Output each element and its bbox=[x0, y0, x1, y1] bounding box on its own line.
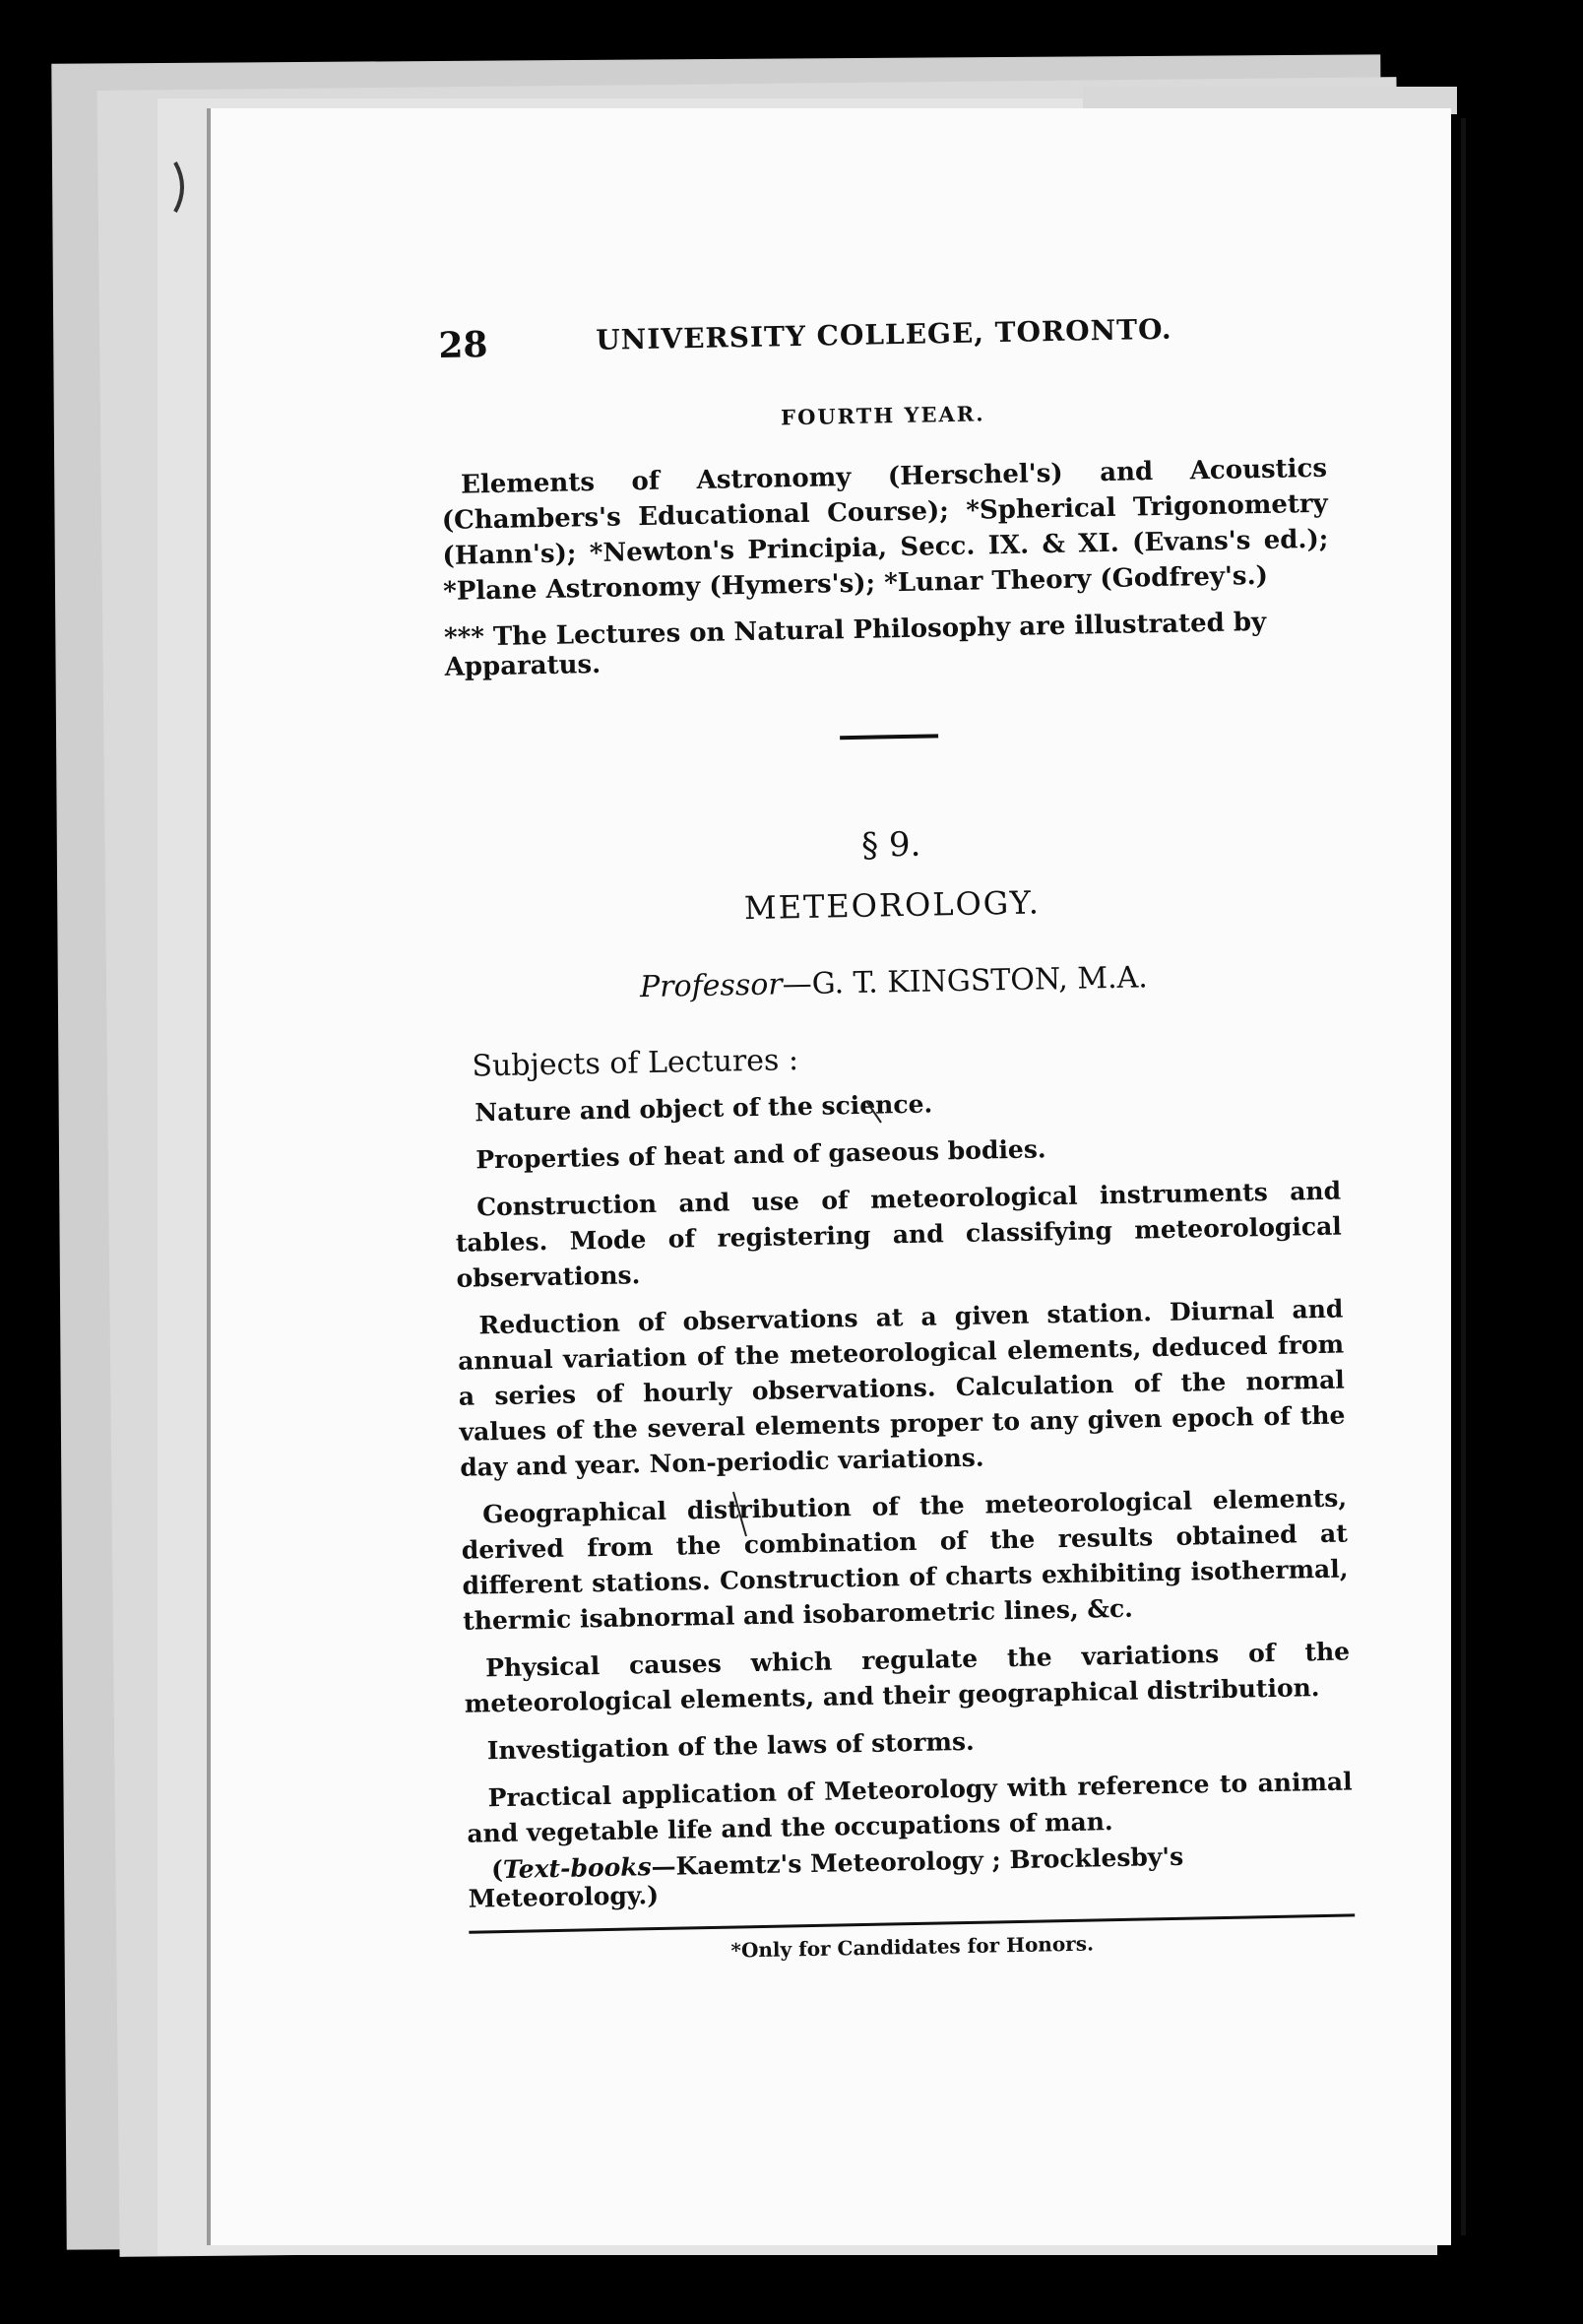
list-item: Geographical distribution of the meteorological elements, derived from the combination of the results obtained at different stations. Construction of charts exhibiting isothermal, thermic isabnormal and isobarometric lines, &c. bbox=[461, 1483, 1349, 1636]
professor-name: —G. T. KINGSTON, M.A. bbox=[782, 960, 1149, 1002]
page-edge-rule bbox=[1461, 118, 1466, 2235]
professor-line bbox=[451, 957, 1338, 1008]
page-content bbox=[438, 308, 1356, 1968]
textbooks-text: —Kaemtz's Meteorology ; Brocklesby's Meteorology.) bbox=[468, 1841, 1184, 1913]
list-item: Investigation of the laws of storms. bbox=[486, 1726, 975, 1766]
fourth-year-text: Elements of Astronomy (Herschel's) and Acoustics (Chambers's Educational Course); *Spherical Trigonometry (Hann's); *Newton's Principia, Secc. IX. & XI. (Evans's ed.); *Plane Astronomy (Hymers's); *Lunar Theory (Godfrey's.) bbox=[441, 453, 1329, 607]
list-item: Reduction of observations at a given station. Diurnal and annual variation of the meteorological elements, deduced from a series of hourly observations. Calculation of the normal values of the several elements proper to any given epoch of the day and year. Non-periodic variations. bbox=[457, 1294, 1346, 1482]
section-title: METEOROLOGY. bbox=[743, 883, 1042, 928]
textbooks-line bbox=[468, 1839, 1355, 1912]
professor-role: Professor bbox=[639, 967, 784, 1005]
list-item: Nature and object of the science. bbox=[475, 1089, 933, 1128]
section-number: § 9. bbox=[860, 824, 921, 866]
subjects-heading: Subjects of Lectures : bbox=[472, 1043, 799, 1084]
section-divider bbox=[840, 734, 938, 740]
list-item: Practical application of Meteorology with reference to animal and vegetable life and the occupations of man. bbox=[467, 1767, 1353, 1848]
running-title: UNIVERSITY COLLEGE, TORONTO. bbox=[596, 312, 1172, 356]
footnote: *Only for Candidates for Honors. bbox=[730, 1931, 1095, 1963]
textbooks-label: Text-books bbox=[502, 1852, 652, 1885]
subjects-list bbox=[453, 1079, 1354, 1852]
apparatus-note: *** The Lectures on Natural Philosophy are illustrated by Apparatus. bbox=[443, 607, 1267, 682]
page-number: 28 bbox=[438, 324, 488, 366]
list-item: Properties of heat and of gaseous bodies. bbox=[475, 1134, 1046, 1175]
fourth-year-heading: FOURTH YEAR. bbox=[780, 401, 985, 430]
textbooks-open-paren: ( bbox=[490, 1855, 504, 1885]
list-item: Physical causes which regulate the variations of the meteorological elements, and their geographical distribution. bbox=[464, 1637, 1351, 1718]
list-item: Construction and use of meteorological instruments and tables. Mode of registering and classifying meteorological observations. bbox=[455, 1176, 1343, 1293]
